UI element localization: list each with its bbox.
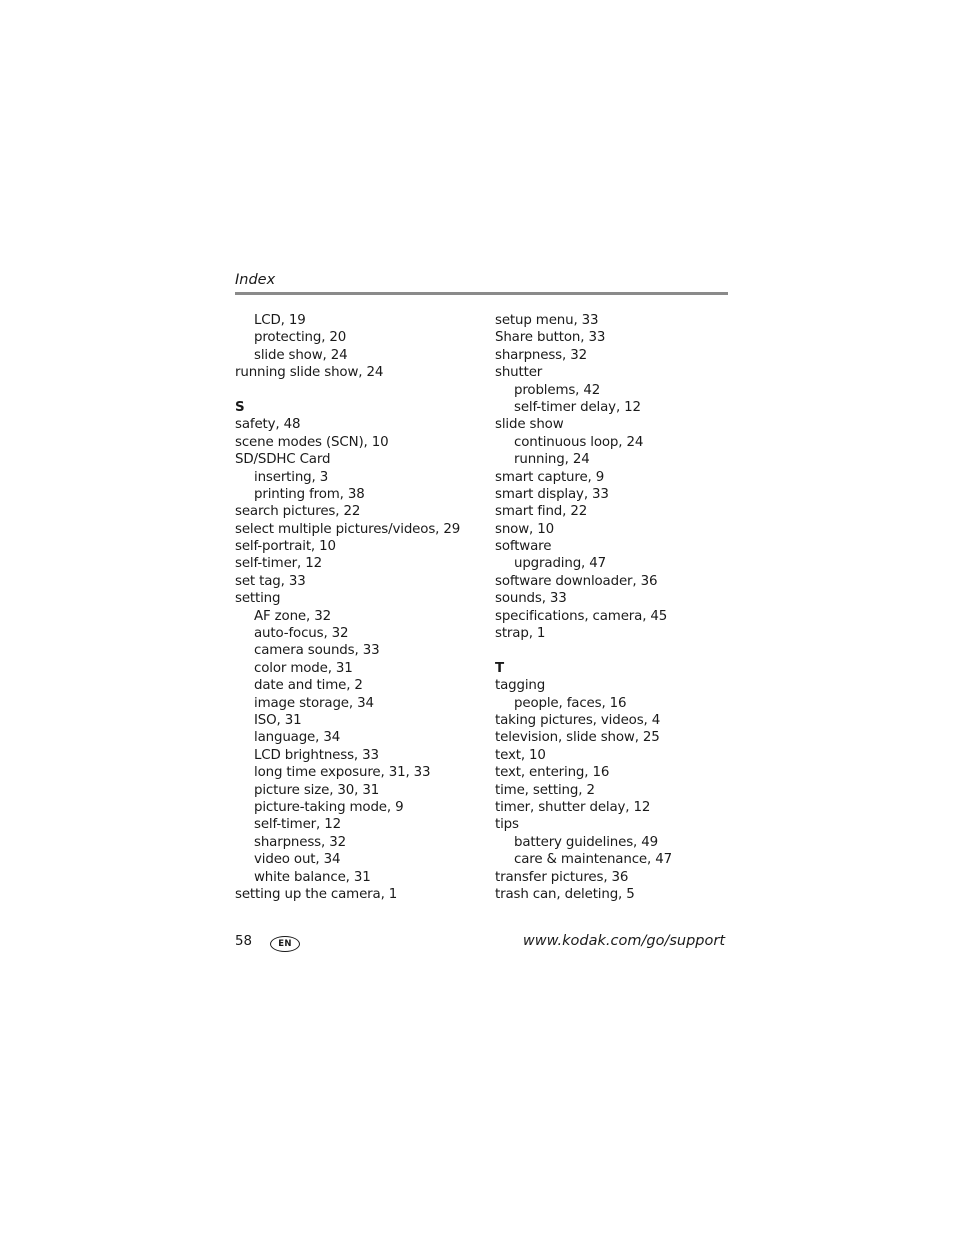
index-entry: software [495, 539, 552, 555]
index-subentry: color mode, 31 [254, 660, 353, 676]
index-subentry: inserting, 3 [254, 469, 329, 485]
index-subentry: running, 24 [514, 452, 590, 468]
index-entry: select multiple pictures/videos, 29 [235, 521, 461, 537]
index-entry: smart display, 33 [495, 486, 609, 502]
index-entry: setting up the camera, 1 [235, 886, 398, 902]
index-entry: set tag, 33 [235, 573, 306, 589]
index-subentry: picture size, 30, 31 [254, 782, 380, 798]
index-subentry: camera sounds, 33 [254, 643, 380, 659]
index-entry: strap, 1 [495, 626, 546, 642]
index-entry: smart find, 22 [495, 504, 588, 520]
index-entry: slide show [495, 417, 564, 433]
index-subentry: protecting, 20 [254, 330, 347, 346]
index-subentry: care & maintenance, 47 [514, 852, 672, 868]
index-subentry: printing from, 38 [254, 486, 365, 502]
index-column-left [235, 312, 485, 903]
index-subentry: ISO, 31 [254, 712, 302, 728]
index-letter-heading: S [235, 399, 245, 415]
index-subentry: image storage, 34 [254, 695, 374, 711]
index-entry: text, 10 [495, 747, 546, 763]
index-entry: taking pictures, videos, 4 [495, 712, 661, 728]
page-header-title: Index [235, 272, 276, 288]
language-badge-icon: EN [270, 936, 300, 952]
index-subentry: battery guidelines, 49 [514, 834, 658, 850]
index-subentry: sharpness, 32 [254, 834, 346, 850]
index-subentry: LCD brightness, 33 [254, 747, 379, 763]
index-subentry: continuous loop, 24 [514, 434, 644, 450]
index-entry: software downloader, 36 [495, 573, 658, 589]
index-entry: running slide show, 24 [235, 365, 384, 381]
index-subentry: date and time, 2 [254, 678, 363, 694]
index-entry: self-portrait, 10 [235, 539, 336, 555]
index-subentry: upgrading, 47 [514, 556, 607, 572]
index-entry: setting [235, 591, 281, 607]
index-subentry: video out, 34 [254, 852, 341, 868]
index-subentry: slide show, 24 [254, 347, 348, 363]
index-entry: setup menu, 33 [495, 313, 599, 328]
index-entry: self-timer, 12 [235, 556, 322, 572]
index-entry: television, slide show, 25 [495, 730, 660, 746]
index-subentry: AF zone, 32 [254, 608, 331, 624]
index-entry: timer, shutter delay, 12 [495, 799, 651, 815]
index-subentry: people, faces, 16 [514, 695, 627, 711]
index-subentry: long time exposure, 31, 33 [254, 765, 431, 781]
index-entry: transfer pictures, 36 [495, 869, 629, 885]
index-column-right [495, 312, 745, 903]
index-subentry: language, 34 [254, 730, 341, 746]
index-entry: tips [495, 817, 519, 833]
index-subentry: LCD, 19 [254, 313, 306, 328]
index-entry: text, entering, 16 [495, 765, 610, 781]
index-entry: sharpness, 32 [495, 347, 587, 363]
index-subentry: picture-taking mode, 9 [254, 799, 404, 815]
index-entry: shutter [495, 365, 543, 381]
index-subentry: white balance, 31 [254, 869, 371, 885]
index-entry: sounds, 33 [495, 591, 567, 607]
index-entry: search pictures, 22 [235, 504, 361, 520]
index-entry: trash can, deleting, 5 [495, 886, 635, 902]
support-url: www.kodak.com/go/support [522, 933, 725, 949]
index-entry: snow, 10 [495, 521, 554, 537]
index-subentry: self-timer delay, 12 [514, 399, 641, 415]
header-divider [235, 292, 728, 295]
index-entry: specifications, camera, 45 [495, 608, 668, 624]
index-subentry: problems, 42 [514, 382, 601, 398]
index-spacer [235, 382, 485, 399]
page-number: 58 [235, 934, 253, 949]
index-spacer [495, 642, 745, 659]
index-entry: smart capture, 9 [495, 469, 605, 485]
index-entry: time, setting, 2 [495, 782, 595, 798]
index-entry: Share button, 33 [495, 330, 606, 346]
index-entry: tagging [495, 678, 546, 694]
index-entry: safety, 48 [235, 417, 301, 433]
index-letter-heading: T [495, 660, 504, 676]
index-subentry: auto-focus, 32 [254, 626, 349, 642]
index-entry: scene modes (SCN), 10 [235, 434, 389, 450]
index-entry: SD/SDHC Card [235, 452, 331, 468]
index-subentry: self-timer, 12 [254, 817, 341, 833]
